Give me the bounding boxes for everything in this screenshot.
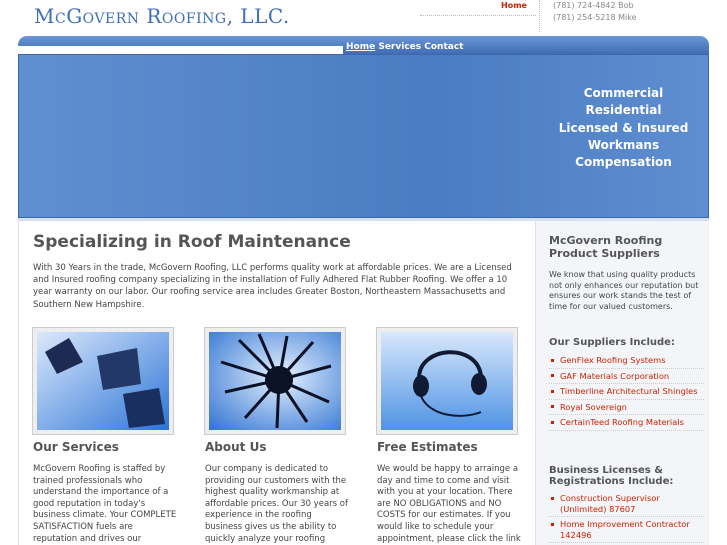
supplier-link[interactable]: CertainTeed Roofing Materials <box>549 417 704 431</box>
suppliers-heading: Our Suppliers Include: <box>549 337 675 348</box>
hero-line: Residential <box>585 103 662 118</box>
header-divider <box>420 15 536 16</box>
sidebar-text: We know that using quality products not only enhances our reputation but ensures our work stands the test of time for our valued customers. <box>549 270 699 311</box>
hero-line: Licensed & Insured <box>558 120 689 135</box>
nav-bar-underline <box>18 46 343 54</box>
services-text: McGovern Roofing is staffed by trained professionals who understand the importance of a good reputation in today's business climate. Your COMPLETE SATISFACTION fuels are reputation and drives our <box>33 464 177 544</box>
hero-services-list <box>541 85 706 171</box>
phone-bob: (781) 724-4842 Bob <box>553 1 634 10</box>
estimates-text: We would be happy to arrainge a day and time to come and visit with you at your location. There are NO OBLIGATIONS and NO COSTS for our estimates. If you would like to schedule your appointment, please click the link <box>377 464 521 544</box>
supplier-link[interactable]: GenFlex Roofing Systems <box>549 355 704 369</box>
content-border <box>18 221 19 545</box>
page-title: Specializing in Roof Maintenance <box>33 232 351 252</box>
nav-contact[interactable]: Contact <box>424 42 464 52</box>
supplier-link[interactable]: Royal Sovereign <box>549 402 704 416</box>
services-image <box>32 327 174 435</box>
site-logo[interactable]: McGovern Roofing, LLC. <box>34 4 290 28</box>
about-image <box>204 327 346 435</box>
main-nav <box>346 42 463 52</box>
suppliers-list <box>549 355 704 433</box>
about-text: Our company is dedicated to providing our customers with the highest quality workmanship at affordable prices. Our 30 years of experience in the roofing business gives us the ability to quickly analyze your roofing <box>205 464 348 544</box>
headset-photo-icon <box>381 332 513 430</box>
license-link[interactable]: Construction Supervisor (Unlimited) 87607 <box>549 493 704 517</box>
hero-line: Compensation <box>575 155 672 170</box>
nav-services[interactable]: Services <box>378 42 422 52</box>
nav-home[interactable]: Home <box>346 42 376 52</box>
license-link[interactable]: Home Improvement Contractor 142496 <box>549 519 704 543</box>
header-vertical-divider <box>539 0 540 32</box>
tiles-photo-icon <box>37 332 169 430</box>
hero-line: Workmans <box>587 137 660 152</box>
estimates-heading: Free Estimates <box>377 440 478 454</box>
intro-paragraph: With 30 Years in the trade, McGovern Roofing, LLC performs quality work at affordable prices. We are a Licensed and Insured roofing company specializing in the installation of Fully Adhered Flat Rubber Roofing. We offer a 10 year warranty on our labor. Our roofing service area includes Greater Boston, Northeastern Massachusetts and Southern New Hampshire. <box>33 263 512 310</box>
licenses-heading: Business Licenses & Registrations Include: <box>549 465 674 487</box>
about-heading: About Us <box>205 440 267 454</box>
phone-mike: (781) 254-5218 Mike <box>553 13 637 22</box>
supplier-link[interactable]: GAF Materials Corporation <box>549 371 704 385</box>
estimates-image <box>376 327 518 435</box>
sidebar-title: McGovern Roofing Product Suppliers <box>549 234 663 260</box>
services-heading: Our Services <box>33 440 119 454</box>
hero-line: Commercial <box>583 86 664 100</box>
licenses-list <box>549 493 704 545</box>
brush-photo-icon <box>209 332 341 430</box>
supplier-link[interactable]: Timberline Architectural Shingles <box>549 386 704 400</box>
top-home-link[interactable]: Home <box>501 1 527 10</box>
